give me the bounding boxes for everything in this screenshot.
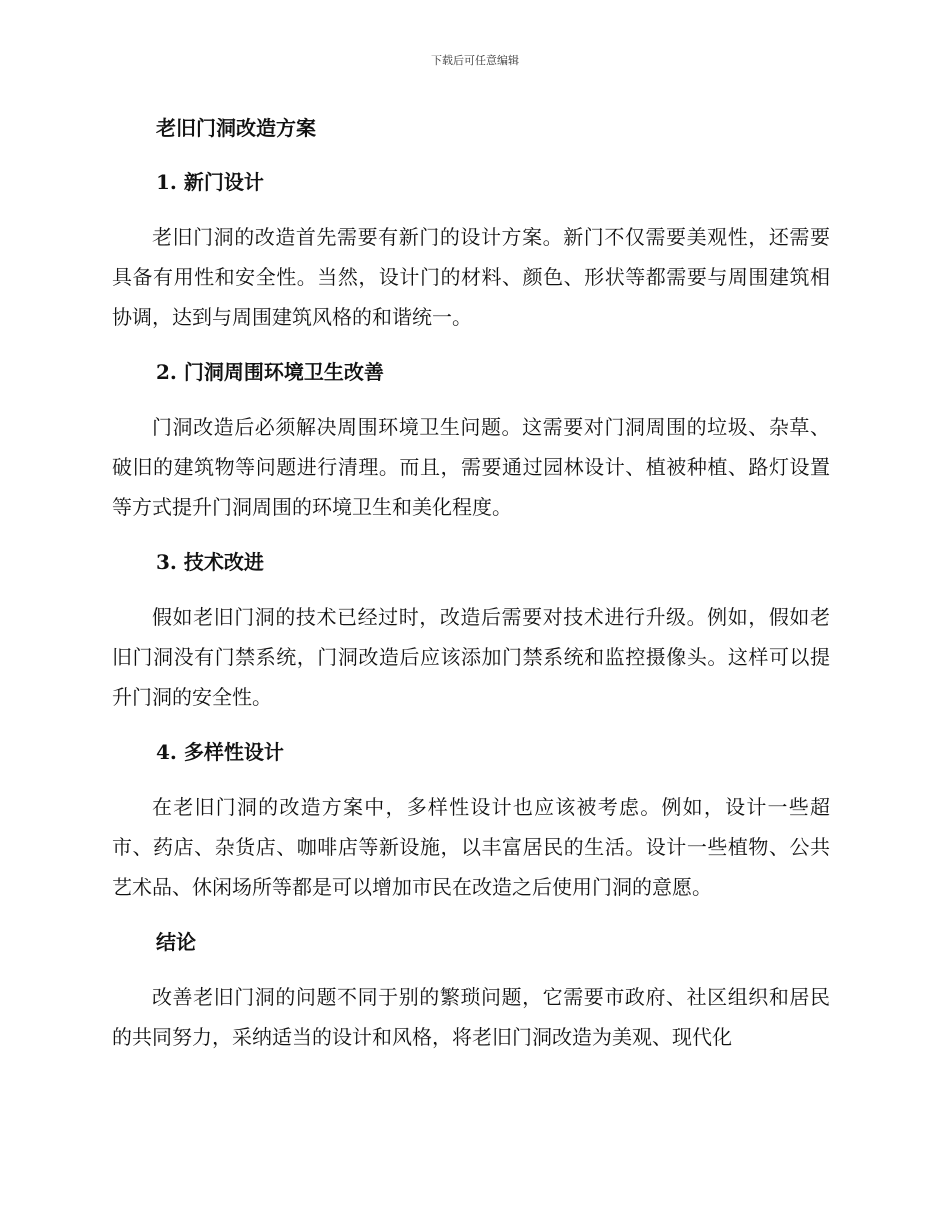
section-heading: 2. 门洞周围环境卫生改善	[156, 360, 384, 384]
conclusion-heading: 结论	[156, 930, 196, 954]
document-body	[112, 109, 830, 1057]
section-paragraph: 假如老旧门洞的技术已经过时，改造后需要对技术进行升级。例如，假如老旧门洞没有门禁系统，门洞改造后应该添加门禁系统和监控摄像头。这样可以提升门洞的安全性。	[112, 605, 830, 709]
header-note: 下载后可任意编辑	[431, 54, 519, 67]
section-heading: 3. 技术改进	[156, 550, 264, 574]
section-paragraph: 在老旧门洞的改造方案中，多样性设计也应该被考虑。例如，设计一些超市、药店、杂货店、咖啡店等新设施，以丰富居民的生活。设计一些植物、公共艺术品、休闲场所等都是可以增加市民在改造之后使用门洞的意愿。	[112, 795, 830, 899]
section-heading: 1. 新门设计	[156, 170, 264, 194]
section-heading: 4. 多样性设计	[156, 740, 284, 764]
document-title: 老旧门洞改造方案	[156, 116, 316, 140]
section-paragraph: 门洞改造后必须解决周围环境卫生问题。这需要对门洞周围的垃圾、杂草、破旧的建筑物等问题进行清理。而且，需要通过园林设计、植被种植、路灯设置等方式提升门洞周围的环境卫生和美化程度。	[112, 415, 830, 519]
conclusion-paragraph: 改善老旧门洞的问题不同于别的繁琐问题，它需要市政府、社区组织和居民的共同努力，采纳适当的设计和风格，将老旧门洞改造为美观、现代化	[112, 985, 830, 1049]
section-paragraph: 老旧门洞的改造首先需要有新门的设计方案。新门不仅需要美观性，还需要具备有用性和安全性。当然，设计门的材料、颜色、形状等都需要与周围建筑相协调，达到与周围建筑风格的和谐统一。	[112, 225, 830, 329]
